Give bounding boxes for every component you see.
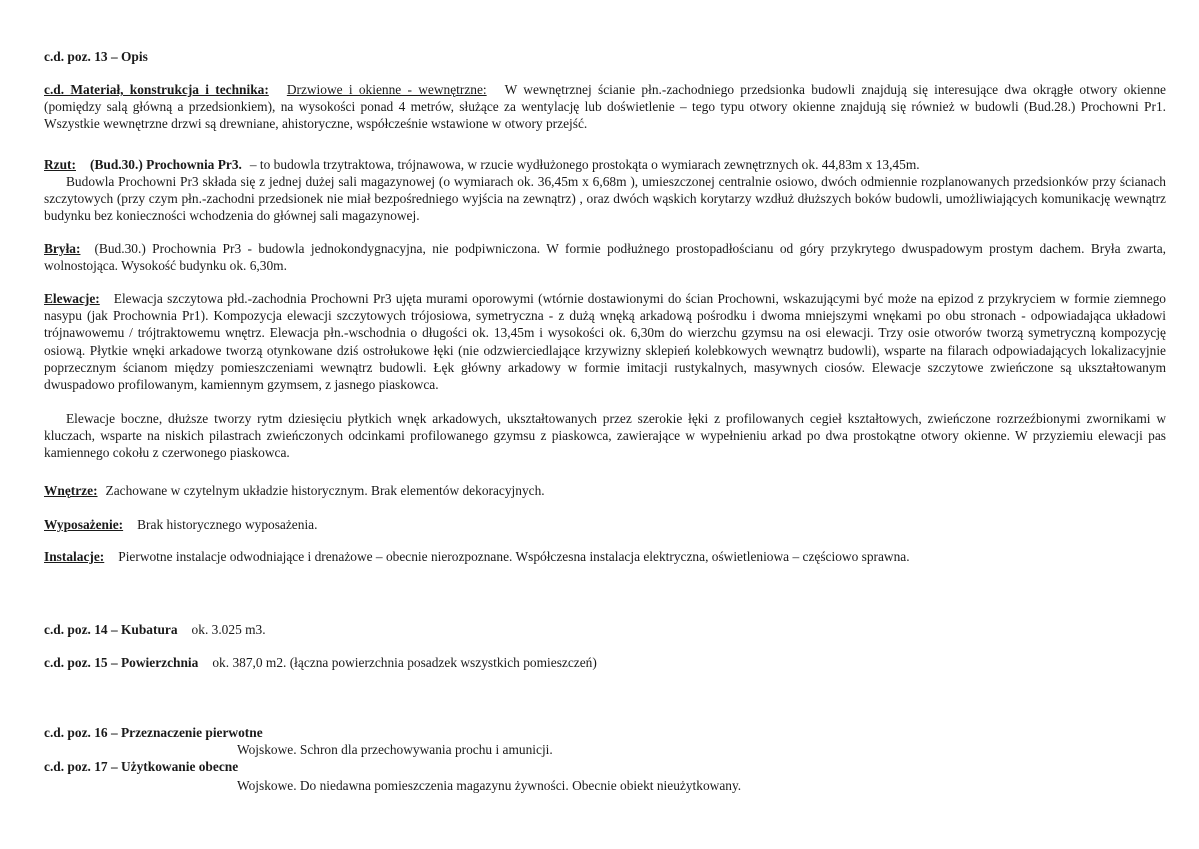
section-17-line: [44, 758, 1166, 775]
section-15-value: ok. 387,0 m2. (łączna powierzchnia posadzek wszystkich pomieszczeń): [212, 655, 597, 670]
material-label: c.d. Materiał, konstrukcja i technika:: [44, 82, 269, 97]
section-14-label: c.d. poz. 14 – Kubatura: [44, 622, 178, 637]
material-text: W wewnętrznej ścianie płn.-zachodniego przedsionka budowli znajdują się interesujące dwa okrągłe otwory okienne (pomiędzy salą główną a przedsionkiem), na wysokości ponad 4 metrów, służące za wentylację lub doświetlenie – tego typu otwory okienne znajdują się również w budowli (Bud.28.) Prochowni Pr1. Wszystkie wewnętrzne drzwi są drewniane, ahistoryczne, współcześnie wstawione w otwory przejść.: [44, 82, 1166, 132]
elewacje-text-1: Elewacja szczytowa płd.-zachodnia Prochowni Pr3 ujęta murami oporowymi (wtórnie dostawionymi do ścian Prochowni, wskazującymi być może na epizod z przykryciem w formie ziemnego nasypu (jak Prochownia Pr1). Kompozycja elewacji szczytowych trójosiowa, symetryczna - z dużą wnęką arkadową pośrodku i dwoma mniejszymi wnękami po obu stronach - odpowiadająca układowi trójnawowemu / trójtraktowemu wnętrz. Elewacja płn.-wschodnia o długości ok. 13,45m i wysokości ok. 6,30m do wierzchu gzymsu na osi elewacji. Trzy osie otworów tworzą symetryczną kompozycję osiową. Płytkie wnęki arkadowe tworzą otynkowane dziś ostrołukowe łęki (nie odzwierciedlające krzywizny sklepień kolebkowych wewnątrz budowli), wsparte na filarach odpowiadających lokalizacyjnie poprzecznym ścianom między pomieszczeniami wewnątrz budowli. Łęk główny arkadowy w formie imitacji rustykalnych, masywnych ciosów. Elewacje szczytowe zwieńczone są ukształtowanym dwuspadowo profilowanym, kamiennym gzymsem, z jasnego piaskowca.: [44, 291, 1166, 393]
section-14-line: [44, 621, 1166, 638]
rzut-text-1: – to budowla trzytraktowa, trójnawowa, w rzucie wydłużonego prostokąta o wymiarach zewnętrznych ok. 44,83m x 13,45m.: [249, 157, 920, 172]
section-16-value: Wojskowe. Schron dla przechowywania prochu i amunicji.: [237, 742, 553, 757]
bryla-paragraph: [44, 240, 1166, 274]
rzut-text-2: Budowla Prochowni Pr3 składa się z jednej dużej sali magazynowej (o wymiarach ok. 36,45m x 6,68m ), umieszczonej centralnie osiowo, dwóch odmiennie rozplanowanych przedsionków przy ścianach szczytowych (przy czym płn.-zachodni przedsionek nie miał bezpośredniego wyjścia na zewnątrz) , oraz dwóch wąskich korytarzy wzdłuż dłuższych boków budowli, umożliwiających komunikację wewnątrz budynku bez konieczności wchodzenia do głównej sali magazynowej.: [44, 174, 1166, 224]
wnetrze-line: [44, 482, 1166, 499]
wnetrze-label: Wnętrze:: [44, 483, 98, 498]
wyposazenie-line: [44, 516, 1166, 533]
section-15-line: [44, 654, 1166, 671]
rzut-paragraph: [44, 156, 1166, 173]
elewacje-label: Elewacje:: [44, 291, 100, 306]
instalacje-text: Pierwotne instalacje odwodniające i drenażowe – obecnie nierozpoznane. Współczesna instalacja elektryczna, oświetleniowa – częściowo sprawna.: [118, 549, 910, 564]
rzut-building: (Bud.30.) Prochownia Pr3.: [89, 157, 242, 172]
bryla-text: (Bud.30.) Prochownia Pr3 - budowla jednokondygnacyjna, nie podpiwniczona. W formie podłużnego prostopadłościanu od góry przykrytego dwuspadowym prostym dachem. Bryła zwarta, wolnostojąca. Wysokość budynku ok. 6,30m.: [44, 241, 1166, 274]
section-16-label: c.d. poz. 16 – Przeznaczenie pierwotne: [44, 725, 263, 740]
elewacje-paragraph: [44, 290, 1166, 393]
elewacje-text-2: Elewacje boczne, dłuższe tworzy rytm dziesięciu płytkich wnęk arkadowych, ukształtowanych przez szerokie łęki z profilowanych cegieł kształtowych, zwieńczone rozrzeźbionymi zwornikami w kluczach, wsparte na niskich pilastrach zwieńczonych odcinkami profilowanego gzymsu z piaskowca, zawierające w wypełnieniu arkad po dwa prostokątne otwory okienne. W przyziemiu elewacji pas kamiennego cokołu z czerwonego piaskowca.: [44, 411, 1166, 461]
section-13-heading: [44, 48, 1166, 65]
instalacje-line: [44, 548, 1166, 565]
instalacje-label: Instalacje:: [44, 549, 105, 564]
material-paragraph: [44, 81, 1166, 133]
wnetrze-text: Zachowane w czytelnym układzie historycznym. Brak elementów dekoracyjnych.: [105, 483, 545, 498]
elewacje-paragraph-2: [44, 410, 1166, 462]
bryla-label: Bryła:: [44, 241, 81, 256]
wyposazenie-text: Brak historycznego wyposażenia.: [137, 517, 318, 532]
rzut-label: Rzut:: [44, 157, 76, 172]
section-17-value: Wojskowe. Do niedawna pomieszczenia magazynu żywności. Obecnie obiekt nieużytkowany.: [237, 778, 742, 793]
section-15-label: c.d. poz. 15 – Powierzchnia: [44, 655, 199, 670]
section-17-label: c.d. poz. 17 – Użytkowanie obecne: [44, 759, 239, 774]
section-14-value: ok. 3.025 m3.: [191, 622, 266, 637]
section-16-line: [44, 724, 1166, 741]
section-13-title: c.d. poz. 13 – Opis: [44, 49, 148, 64]
material-sublabel: Drzwiowe i okienne - wewnętrzne:: [286, 82, 487, 97]
wyposazenie-label: Wyposażenie:: [44, 517, 124, 532]
rzut-paragraph-2: [44, 173, 1166, 225]
